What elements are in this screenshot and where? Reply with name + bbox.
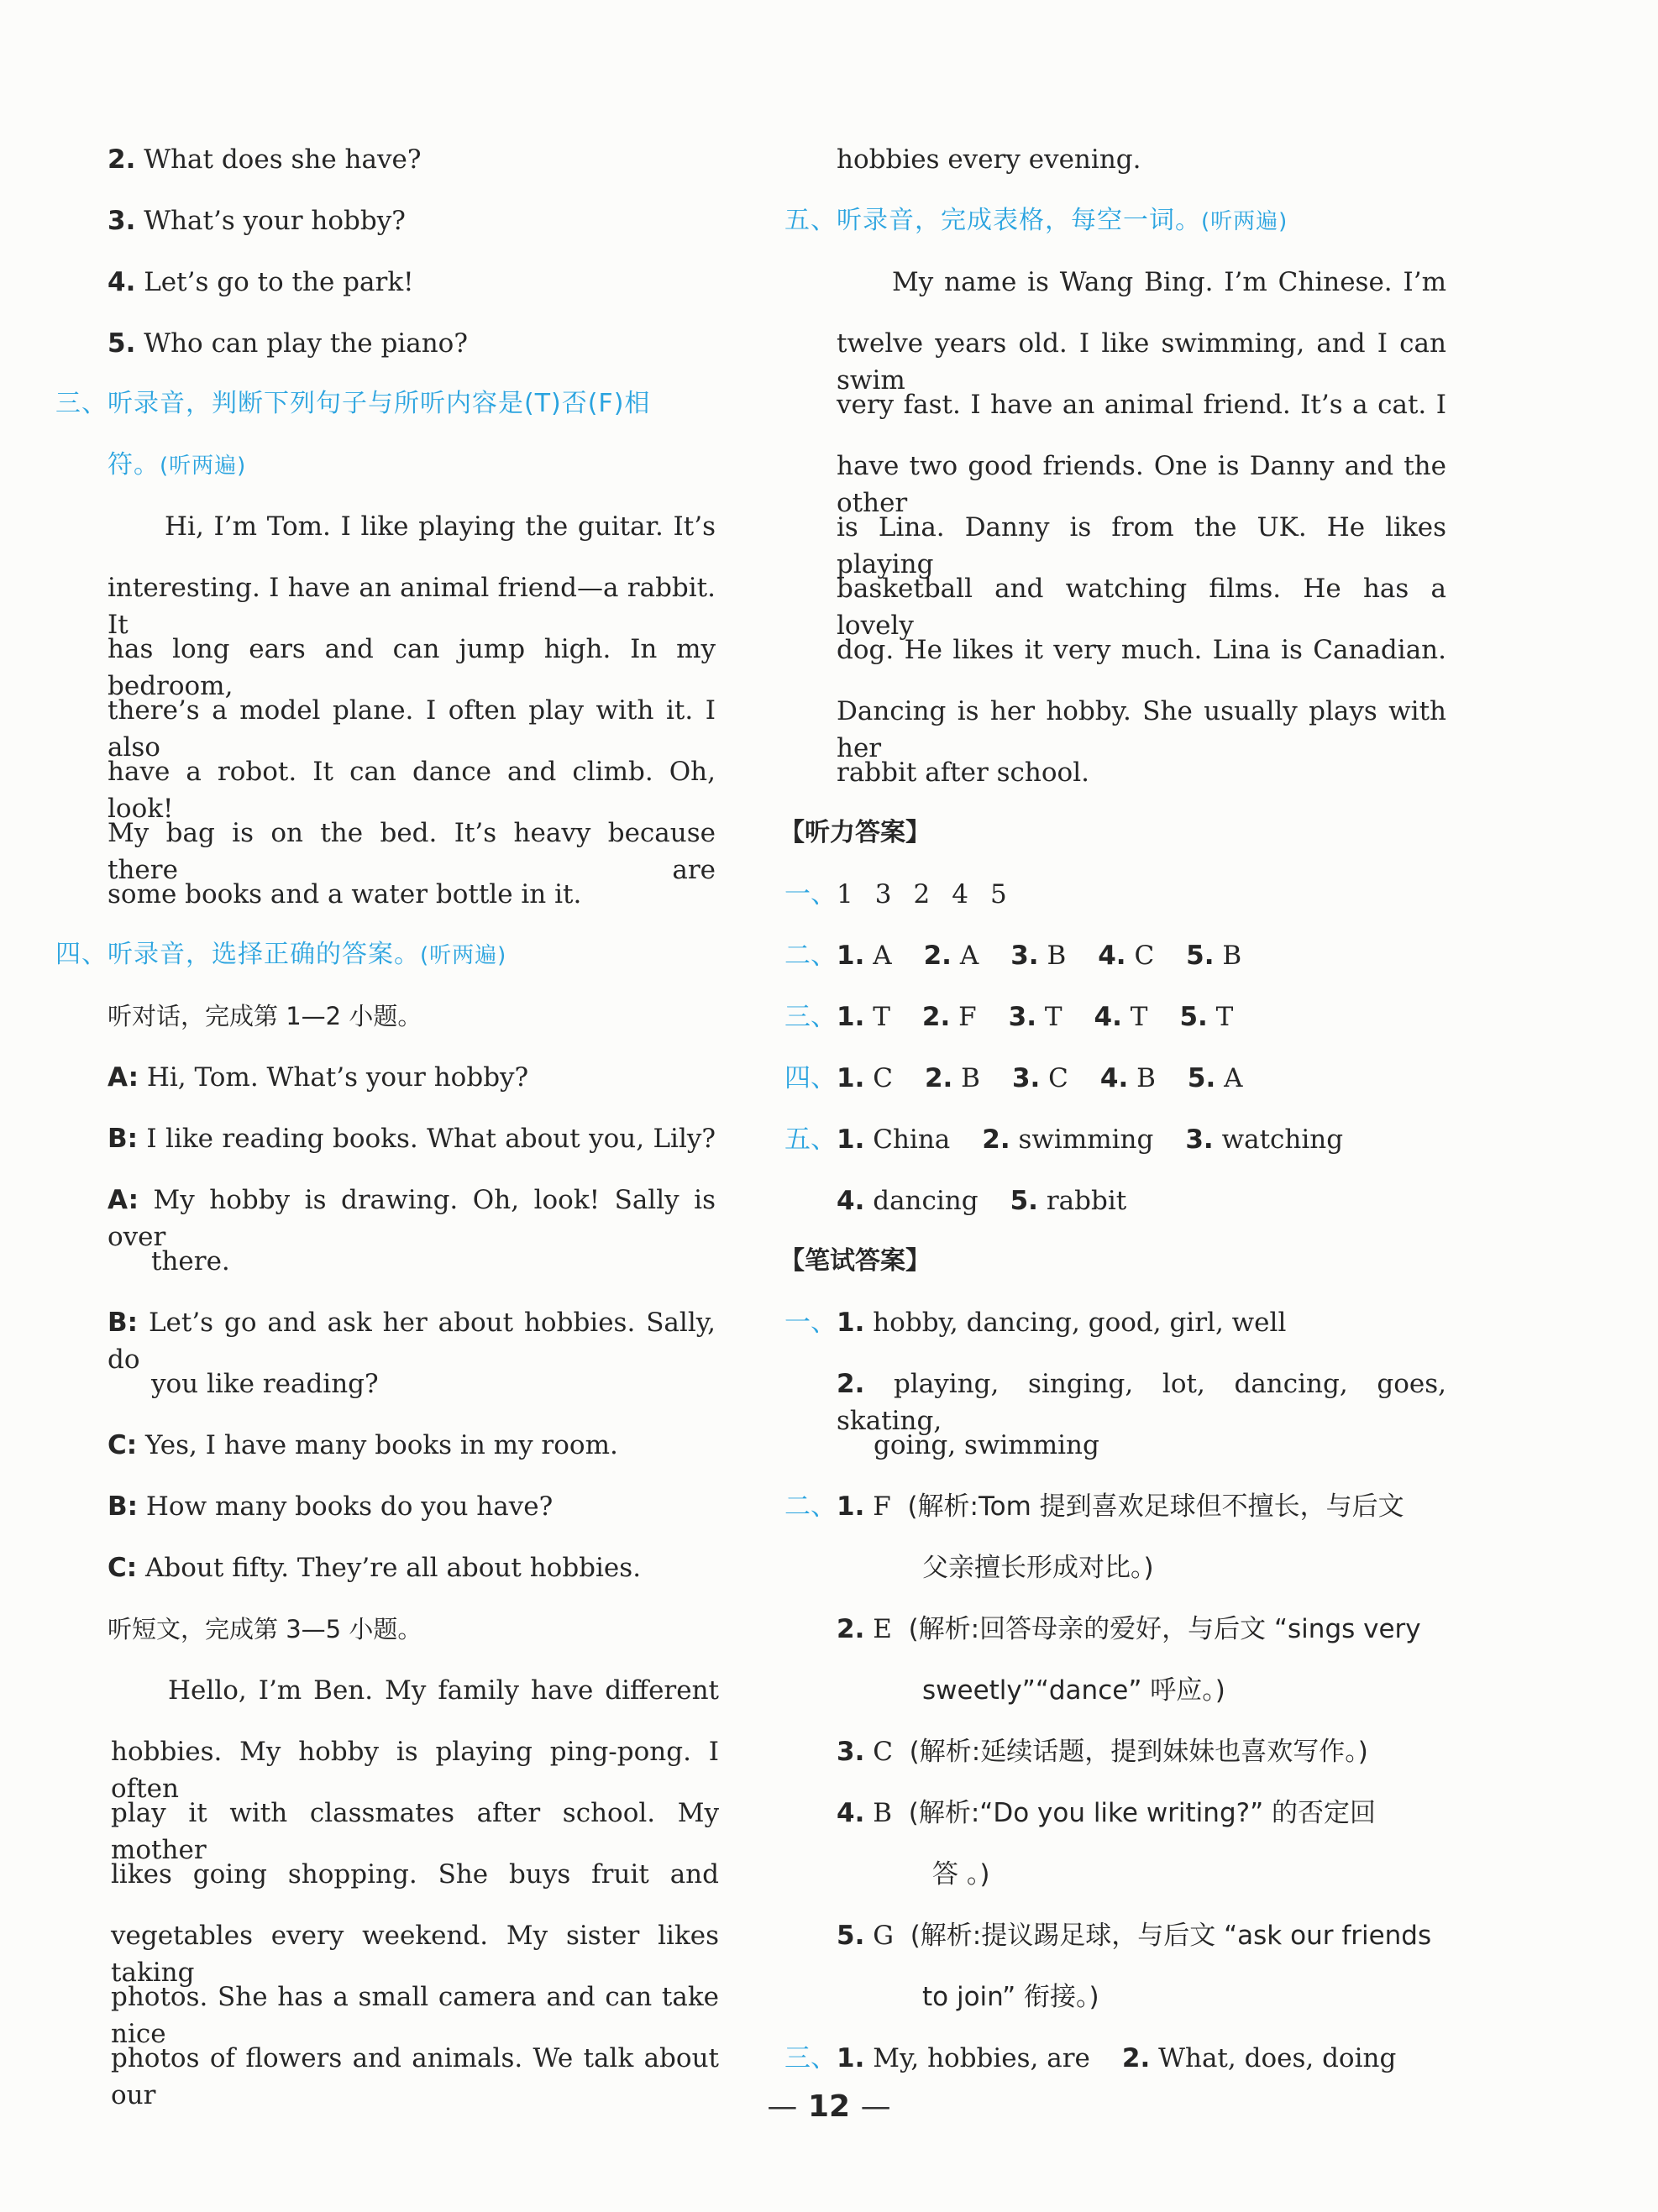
passage-line: Hello, I’m Ben. My family have different	[168, 1675, 719, 1706]
passage-line: have two good friends. One is Danny and the other	[837, 451, 1446, 518]
question-item: 2. What does she have?	[108, 144, 422, 175]
dialog-line: B: I like reading books. What about you, Lily?	[108, 1124, 716, 1154]
dialog-line: B: Let’s go and ask her about hobbies. Sally, do	[108, 1308, 716, 1375]
question-item: 5. Who can play the piano?	[108, 328, 468, 359]
passage-line: My name is Wang Bing. I’m Chinese. I’m	[892, 267, 1446, 297]
passage-line: Hi, I’m Tom. I like playing the guitar. It’s	[165, 511, 716, 542]
written-2-item: 3. C (解析:延续话题，提到妹妹也喜欢写作。)	[837, 1737, 1368, 1767]
section-5-title: 五、听录音，完成表格，每空一词。(听两遍)	[784, 206, 1288, 235]
answer-row-5: 五、1. China 2. swimming 3. watching	[784, 1124, 1344, 1155]
written-answers-heading: 【笔试答案】	[779, 1246, 931, 1276]
answer-row-5-cont: 4. dancing 5. rabbit	[837, 1186, 1127, 1216]
passage-line: hobbies. My hobby is playing ping-pong. I often	[111, 1737, 719, 1804]
passage-line: hobbies every evening.	[837, 144, 1141, 175]
passage-line: have a robot. It can dance and climb. Oh, look!	[108, 757, 716, 824]
passage-line: Dancing is her hobby. She usually plays with her	[837, 696, 1446, 763]
passage-line: basketball and watching films. He has a lovely	[837, 574, 1446, 641]
dialog-line: A: My hobby is drawing. Oh, look! Sally is over	[108, 1185, 716, 1252]
passage-line: has long ears and can jump high. In my bedroom,	[108, 634, 716, 701]
written-1-item-2-cont: going, swimming	[874, 1430, 1099, 1460]
written-1-item-1: 一、1. hobby, dancing, good, girl, well	[784, 1308, 1287, 1338]
written-2-item: 4. B (解析:“Do you like writing?” 的否定回	[837, 1798, 1376, 1828]
passage-line: rabbit after school.	[837, 757, 1089, 788]
question-item: 4. Let’s go to the park!	[108, 267, 414, 297]
passage-line: twelve years old. I like swimming, and I can swim	[837, 328, 1446, 396]
dialog-line: C: About fifty. They’re all about hobbies.	[108, 1553, 642, 1583]
answer-row-1: 一、1 3 2 4 5	[784, 879, 1007, 909]
written-2-item-cont: sweetly”“dance” 呼应。)	[922, 1675, 1225, 1706]
answer-row-3: 三、1. T 2. F 3. T 4. T 5. T	[784, 1002, 1234, 1032]
written-1-item-2: 2. playing, singing, lot, dancing, goes, skating,	[837, 1369, 1446, 1436]
dialog-line: B: How many books do you have?	[108, 1491, 554, 1522]
written-2-item: 二、1. F (解析:Tom 提到喜欢足球但不擅长，与后文	[784, 1491, 1404, 1522]
dialog-line-cont: you like reading?	[151, 1369, 379, 1399]
passage-line: likes going shopping. She buys fruit and	[111, 1859, 719, 1890]
dialog-line: A: Hi, Tom. What’s your hobby?	[108, 1062, 529, 1093]
answer-row-2: 二、1. A 2. A 3. B 4. C 5. B	[784, 941, 1242, 971]
section-3-title: 三、听录音，判断下列句子与所听内容是(T)否(F)相	[55, 389, 651, 418]
page-number: — 12 —	[767, 2089, 891, 2124]
passage-line: is Lina. Danny is from the UK. He likes playing	[837, 512, 1446, 579]
listening-answers-heading: 【听力答案】	[779, 818, 931, 847]
dialog-line-cont: there.	[151, 1246, 230, 1276]
passage-line: there’s a model plane. I often play with it. I also	[108, 695, 716, 763]
passage-intro: 听短文，完成第 3—5 小题。	[108, 1615, 422, 1643]
passage-line: photos. She has a small camera and can take nice	[111, 1982, 719, 2049]
written-3-item: 三、1. My, hobbies, are 2. What, does, doing	[784, 2043, 1397, 2073]
written-2-item-cont: 父亲擅长形成对比。)	[922, 1553, 1154, 1583]
passage-line: dog. He likes it very much. Lina is Canadian.	[837, 635, 1446, 665]
written-2-item-cont: to join” 衔接。)	[922, 1982, 1099, 2012]
dialog-line: C: Yes, I have many books in my room.	[108, 1430, 618, 1460]
question-item: 3. What’s your hobby?	[108, 206, 406, 236]
section-4-title: 四、听录音，选择正确的答案。(听两遍)	[55, 940, 507, 969]
dialog-intro: 听对话，完成第 1—2 小题。	[108, 1002, 422, 1030]
passage-line: interesting. I have an animal friend—a rabbit. It	[108, 573, 716, 640]
written-2-item-cont: 答 。)	[932, 1859, 990, 1890]
section-3-title-cont: 符。(听两遍)	[108, 450, 247, 480]
written-2-item: 2. E (解析:回答母亲的爱好，与后文 “sings very	[837, 1614, 1421, 1644]
written-2-item: 5. G (解析:提议踢足球，与后文 “ask our friends	[837, 1921, 1432, 1951]
passage-line: photos of flowers and animals. We talk about our	[111, 2043, 719, 2110]
passage-line: very fast. I have an animal friend. It’s a cat. I	[837, 390, 1446, 420]
passage-line: play it with classmates after school. My mother	[111, 1798, 719, 1865]
passage-line: vegetables every weekend. My sister likes taking	[111, 1921, 719, 1988]
answer-row-4: 四、1. C 2. B 3. C 4. B 5. A	[784, 1063, 1243, 1093]
passage-line: My bag is on the bed. It’s heavy because there are	[108, 818, 716, 885]
passage-line: some books and a water bottle in it.	[108, 879, 582, 909]
